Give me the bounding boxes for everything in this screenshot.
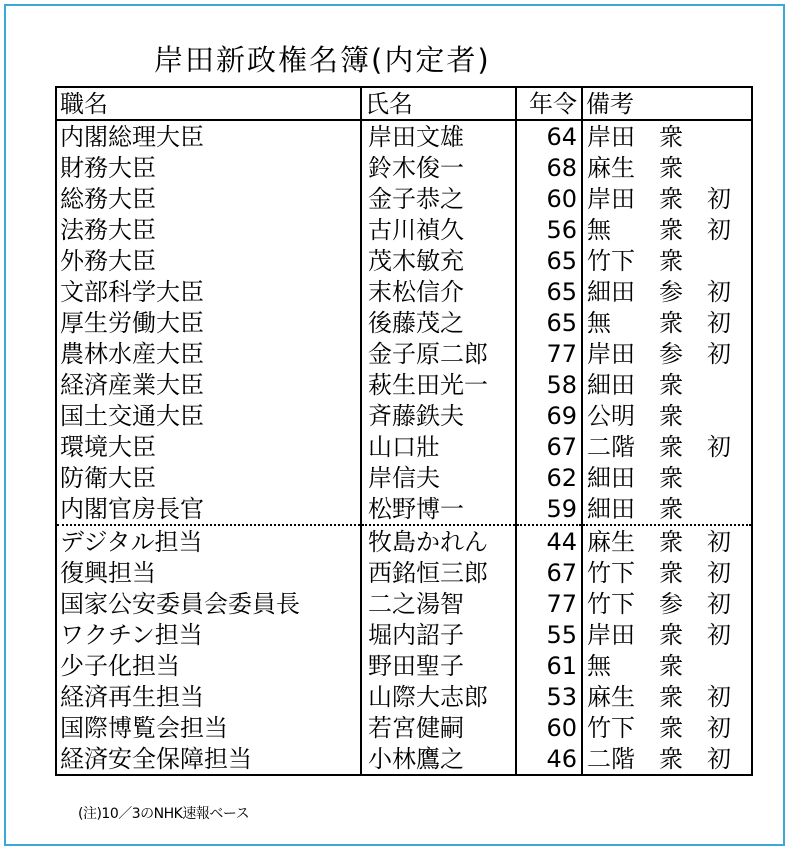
name-cell: 西銘恒三郎 [361, 557, 516, 588]
document-frame [4, 4, 785, 846]
remark-cell: 竹下 衆 初 [582, 712, 752, 743]
name-cell: 小林鷹之 [361, 743, 516, 775]
age-cell: 65 [516, 276, 582, 307]
remark-cell: 岸田 衆 初 [582, 619, 752, 650]
age-cell: 55 [516, 619, 582, 650]
post-cell: 経済産業大臣 [56, 369, 361, 400]
name-cell: 野田聖子 [361, 650, 516, 681]
footnote: (注)10／3のNHK速報ベース [78, 806, 250, 822]
name-cell: 末松信介 [361, 276, 516, 307]
name-cell: 岸田文雄 [361, 120, 516, 152]
name-cell: 山際大志郎 [361, 681, 516, 712]
table-row [56, 120, 752, 152]
table-row [56, 743, 752, 775]
post-cell: デジタル担当 [56, 525, 361, 557]
post-cell: 外務大臣 [56, 245, 361, 276]
remark-cell: 竹下 衆 [582, 245, 752, 276]
remark-cell: 二階 衆 初 [582, 431, 752, 462]
name-cell: 岸信夫 [361, 462, 516, 493]
post-cell: 文部科学大臣 [56, 276, 361, 307]
name-cell: 山口壯 [361, 431, 516, 462]
post-cell: 厚生労働大臣 [56, 307, 361, 338]
post-cell: 内閣官房長官 [56, 493, 361, 525]
remark-cell: 二階 衆 初 [582, 743, 752, 775]
remark-cell: 細田 衆 [582, 462, 752, 493]
table-row [56, 619, 752, 650]
name-cell: 金子原二郎 [361, 338, 516, 369]
remark-cell: 竹下 参 初 [582, 588, 752, 619]
post-cell: 総務大臣 [56, 183, 361, 214]
age-cell: 46 [516, 743, 582, 775]
post-cell: 国際博覧会担当 [56, 712, 361, 743]
header-name: 氏名 [361, 87, 516, 120]
table-row [56, 588, 752, 619]
age-cell: 64 [516, 120, 582, 152]
table-row [56, 462, 752, 493]
table-row [56, 525, 752, 557]
remark-cell: 岸田 衆 初 [582, 183, 752, 214]
age-cell: 58 [516, 369, 582, 400]
remark-cell: 岸田 衆 [582, 120, 752, 152]
post-cell: 防衛大臣 [56, 462, 361, 493]
age-cell: 60 [516, 712, 582, 743]
remark-cell: 細田 衆 [582, 369, 752, 400]
remark-cell: 麻生 衆 [582, 152, 752, 183]
table-header-row [56, 87, 752, 120]
age-cell: 77 [516, 588, 582, 619]
table-row [56, 369, 752, 400]
post-cell: 経済再生担当 [56, 681, 361, 712]
age-cell: 53 [516, 681, 582, 712]
table-row [56, 493, 752, 525]
post-cell: 経済安全保障担当 [56, 743, 361, 775]
table-row [56, 152, 752, 183]
age-cell: 61 [516, 650, 582, 681]
table-row [56, 338, 752, 369]
name-cell: 二之湯智 [361, 588, 516, 619]
name-cell: 金子恭之 [361, 183, 516, 214]
table-row [56, 307, 752, 338]
age-cell: 65 [516, 307, 582, 338]
table-row [56, 712, 752, 743]
name-cell: 牧島かれん [361, 525, 516, 557]
age-cell: 69 [516, 400, 582, 431]
table-row [56, 214, 752, 245]
age-cell: 62 [516, 462, 582, 493]
post-cell: 国土交通大臣 [56, 400, 361, 431]
name-cell: 萩生田光一 [361, 369, 516, 400]
table-row [56, 276, 752, 307]
name-cell: 古川禎久 [361, 214, 516, 245]
remark-cell: 公明 衆 [582, 400, 752, 431]
remark-cell: 無 衆 初 [582, 307, 752, 338]
table-row [56, 183, 752, 214]
name-cell: 堀内詔子 [361, 619, 516, 650]
age-cell: 67 [516, 557, 582, 588]
header-age: 年令 [516, 87, 582, 120]
remark-cell: 麻生 衆 初 [582, 681, 752, 712]
name-cell: 後藤茂之 [361, 307, 516, 338]
age-cell: 59 [516, 493, 582, 525]
remark-cell: 岸田 参 初 [582, 338, 752, 369]
name-cell: 斉藤鉄夫 [361, 400, 516, 431]
age-cell: 67 [516, 431, 582, 462]
post-cell: 農林水産大臣 [56, 338, 361, 369]
name-cell: 鈴木俊一 [361, 152, 516, 183]
table-row [56, 400, 752, 431]
post-cell: 財務大臣 [56, 152, 361, 183]
document-title: 岸田新政権名簿(内定者) [154, 43, 491, 77]
header-post: 職名 [56, 87, 361, 120]
remark-cell: 無 衆 初 [582, 214, 752, 245]
remark-cell: 麻生 衆 初 [582, 525, 752, 557]
remark-cell: 無 衆 [582, 650, 752, 681]
age-cell: 68 [516, 152, 582, 183]
age-cell: 60 [516, 183, 582, 214]
age-cell: 56 [516, 214, 582, 245]
age-cell: 77 [516, 338, 582, 369]
remark-cell: 竹下 衆 初 [582, 557, 752, 588]
post-cell: 環境大臣 [56, 431, 361, 462]
table-row [56, 681, 752, 712]
table-row [56, 650, 752, 681]
post-cell: 法務大臣 [56, 214, 361, 245]
post-cell: 国家公安委員会委員長 [56, 588, 361, 619]
name-cell: 松野博一 [361, 493, 516, 525]
name-cell: 茂木敏充 [361, 245, 516, 276]
age-cell: 65 [516, 245, 582, 276]
table-row [56, 245, 752, 276]
cabinet-roster-table [55, 86, 753, 776]
post-cell: ワクチン担当 [56, 619, 361, 650]
table-row [56, 557, 752, 588]
post-cell: 少子化担当 [56, 650, 361, 681]
age-cell: 44 [516, 525, 582, 557]
post-cell: 復興担当 [56, 557, 361, 588]
remark-cell: 細田 衆 [582, 493, 752, 525]
header-remark: 備考 [582, 87, 752, 120]
post-cell: 内閣総理大臣 [56, 120, 361, 152]
remark-cell: 細田 参 初 [582, 276, 752, 307]
table-row [56, 431, 752, 462]
name-cell: 若宮健嗣 [361, 712, 516, 743]
